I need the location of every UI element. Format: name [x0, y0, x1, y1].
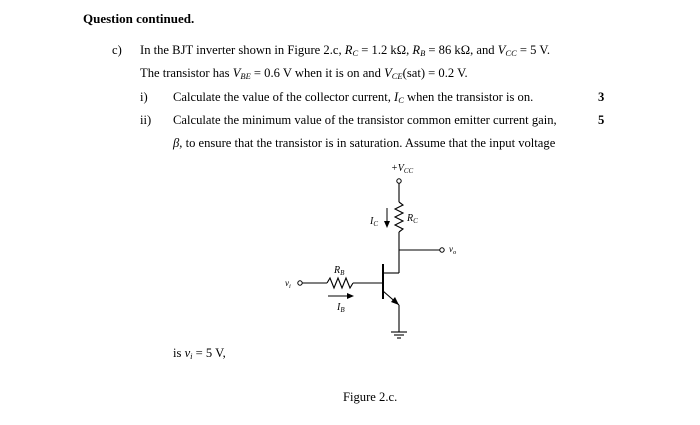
item-i-number: i) — [140, 90, 148, 104]
item-i-text: Calculate the value of the collector current, $I_C$ when the transistor is on. — [173, 90, 534, 105]
part-c-line-1: In the BJT inverter shown in Figure 2.c, $R_C = 1.2$ kΩ, $R_B = 86$ kΩ, and $V_{CC} = 5$ V. — [140, 43, 551, 58]
rc-resistor — [395, 202, 403, 232]
vcc-label: $+V_{CC}$ — [391, 163, 414, 175]
figure-caption: Figure 2.c. — [343, 390, 398, 404]
rb-label: $R_B$ — [334, 265, 345, 277]
vcc-terminal — [397, 179, 401, 183]
ic-arrow-head — [384, 221, 390, 228]
vi-terminal — [298, 281, 302, 285]
ib-arrow-head — [347, 293, 354, 299]
item-ii-text: Calculate the minimum value of the transistor common emitter current gain, — [173, 113, 557, 127]
section-heading: Question continued. — [83, 11, 195, 26]
vo-terminal — [440, 248, 444, 252]
vo-label: $v_o$ — [449, 244, 457, 256]
item-ii-text-line-3: is $v_i = 5$ V, — [173, 346, 226, 361]
item-ii-number: ii) — [140, 113, 152, 127]
item-ii-text-line-2: β, to ensure that the transistor is in saturation. Assume that the input voltage — [173, 136, 556, 150]
rb-resistor — [327, 278, 353, 288]
vi-label: $v_i$ — [285, 278, 291, 290]
rc-label: $R_C$ — [407, 213, 418, 225]
part-c-label: c) — [112, 43, 122, 57]
bjt-inverter-circuit — [270, 158, 470, 348]
part-c-line-2: The transistor has $V_{BE} = 0.6$ V when it is on and $V_{CE}(sat) = 0.2$ V. — [140, 66, 468, 81]
ib-label: $I_B$ — [337, 302, 345, 314]
ic-label: $I_C$ — [370, 216, 379, 228]
item-ii-marks: 5 — [598, 113, 605, 127]
emitter-arrow — [391, 297, 399, 305]
item-i-marks: 3 — [598, 90, 605, 104]
